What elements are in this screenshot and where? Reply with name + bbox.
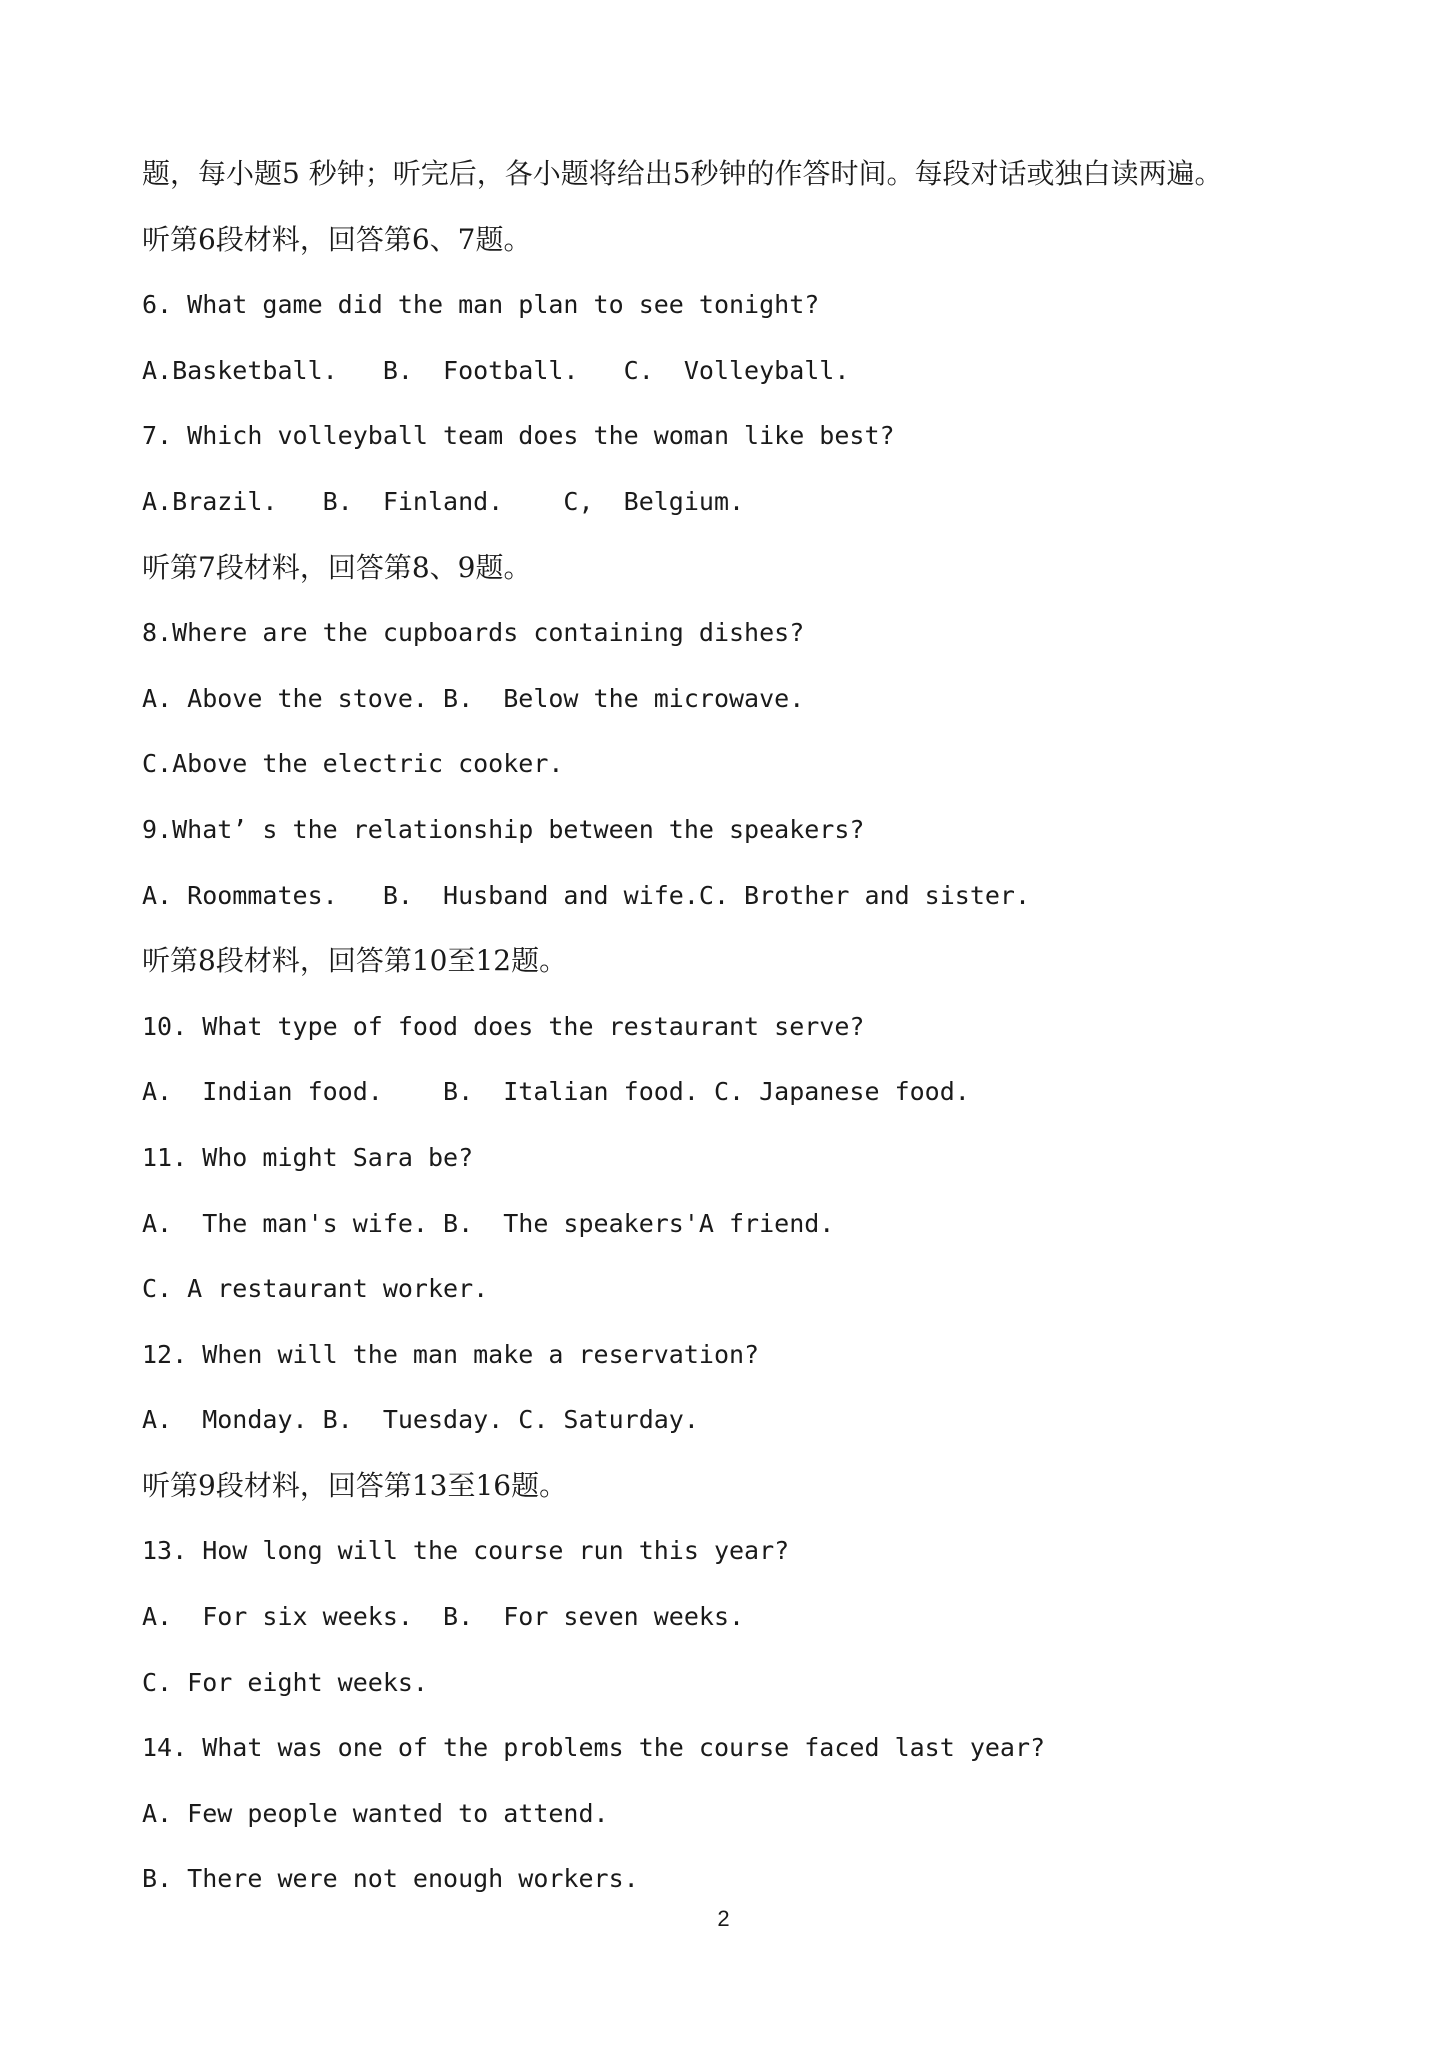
page-number: 2 [717, 1906, 730, 1931]
question-13: 13. How long will the course run this year? [142, 1536, 790, 1566]
section-heading-6: 听第6段材料，回答第6、7题。 [142, 222, 532, 256]
question-12: 12. When will the man make a reservation? [142, 1339, 760, 1369]
options-11-c: C. A restaurant worker. [142, 1274, 489, 1304]
options-8-c: C.Above the electric cooker. [142, 749, 564, 779]
section-heading-9: 听第9段材料，回答第13至16题。 [142, 1468, 568, 1502]
question-14: 14. What was one of the problems the course faced last year? [142, 1733, 1046, 1763]
question-6: 6. What game did the man plan to see tonight? [142, 290, 820, 320]
options-12: A. Monday. B. Tuesday. C. Saturday. [142, 1405, 699, 1435]
options-14-a: A. Few people wanted to attend. [142, 1798, 609, 1828]
question-7: 7. Which volleyball team does the woman like best? [142, 421, 895, 451]
question-8: 8.Where are the cupboards containing dishes? [142, 618, 805, 648]
section-heading-8: 听第8段材料，回答第10至12题。 [142, 944, 568, 978]
options-7: A.Brazil. B. Finland. C, Belgium. [142, 486, 745, 516]
question-10: 10. What type of food does the restaurant serve? [142, 1011, 865, 1041]
options-9: A. Roommates. B. Husband and wife.C. Brother and sister. [142, 880, 1031, 910]
options-11-ab: A. The man's wife. B. The speakers'A friend. [142, 1208, 835, 1238]
options-10: A. Indian food. B. Italian food. C. Japanese food. [142, 1077, 970, 1107]
question-9: 9.What’ s the relationship between the speakers? [142, 814, 865, 844]
options-13-ab: A. For six weeks. B. For seven weeks. [142, 1602, 745, 1632]
options-14-b: B. There were not enough workers. [142, 1864, 639, 1894]
question-11: 11. Who might Sara be? [142, 1142, 474, 1172]
options-6: A.Basketball. B. Football. C. Volleyball. [142, 355, 850, 385]
options-13-c: C. For eight weeks. [142, 1667, 428, 1697]
document-body [142, 152, 1322, 1923]
instruction-text: 题，每小题5 秒钟；听完后，各小题将给出5秒钟的作答时间。每段对话或独白读两遍。 [142, 157, 1223, 190]
section-heading-7: 听第7段材料，回答第8、9题。 [142, 550, 532, 584]
options-8-ab: A. Above the stove. B. Below the microwave. [142, 683, 805, 713]
